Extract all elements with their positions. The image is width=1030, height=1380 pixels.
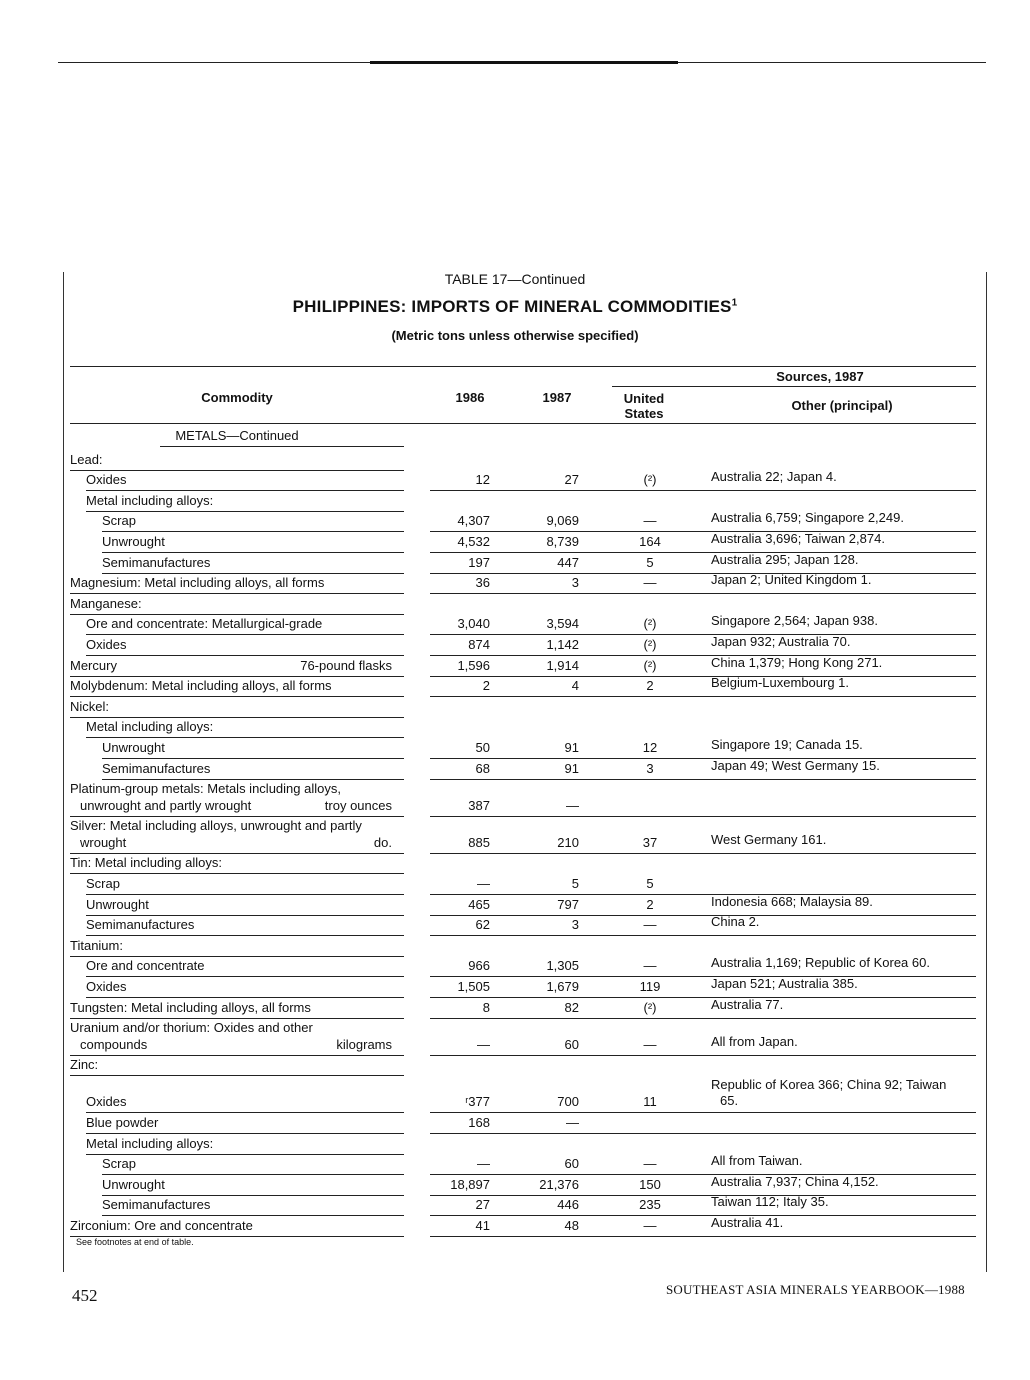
row-rule <box>70 956 404 957</box>
row-rule <box>70 676 404 677</box>
value-1986: 41 <box>475 1218 490 1233</box>
row-rule-values <box>430 1018 976 1019</box>
value-1986: 168 <box>468 1115 490 1130</box>
unit-label: kilograms <box>336 1036 392 1052</box>
value-united-states: (²) <box>643 999 657 1015</box>
row-rule-values <box>430 997 976 998</box>
value-1986: 8 <box>482 999 490 1015</box>
unit-label: do. <box>373 834 392 850</box>
value-1986: 3,040 <box>457 616 490 632</box>
value-other-sources: West Germany 161. <box>711 831 827 847</box>
commodity-label: Oxides <box>86 1094 127 1110</box>
row-rule-values <box>430 1215 976 1216</box>
value-united-states: — <box>643 575 657 591</box>
footnote: See footnotes at end of table. <box>76 1237 194 1247</box>
value-1986: 874 <box>468 637 490 652</box>
commodity-label: Titanium: <box>70 937 123 953</box>
value-other-sources: Australia 6,759; Singapore 2,249. <box>711 510 904 526</box>
row-rule <box>86 935 404 936</box>
value-other-sources: Taiwan 112; Italy 35. <box>711 1194 829 1210</box>
row-rule <box>70 853 404 854</box>
value-1987: 5 <box>571 876 579 891</box>
value-united-states: 37 <box>642 834 658 850</box>
commodity-label: Tungsten: Metal including alloys, all forms <box>70 999 311 1015</box>
value-1986: — <box>477 876 490 891</box>
value-united-states: 12 <box>642 740 658 755</box>
value-other-sources: Japan 932; Australia 70. <box>711 634 851 649</box>
row-rule <box>86 737 404 738</box>
table-title-text: PHILIPPINES: IMPORTS OF MINERAL COMMODITIES <box>292 297 732 316</box>
row-rule <box>86 915 404 916</box>
value-1986: — <box>477 1036 490 1052</box>
row-rule <box>70 614 404 615</box>
value-1986: 36 <box>475 575 490 591</box>
value-1987: 447 <box>557 554 579 570</box>
commodity-label: Mercury <box>70 657 117 673</box>
value-united-states: 11 <box>643 1094 657 1110</box>
section-rule <box>160 446 404 447</box>
value-1987: 1,142 <box>546 637 579 652</box>
row-rule-values <box>430 655 976 656</box>
commodity-label: Nickel: <box>70 698 110 714</box>
value-united-states: 235 <box>639 1197 661 1213</box>
value-other-sources: Australia 3,696; Taiwan 2,874. <box>711 531 885 546</box>
value-united-states: 5 <box>646 554 654 570</box>
commodity-label: Oxides <box>86 637 127 652</box>
value-united-states: — <box>643 917 657 933</box>
row-rule <box>70 717 404 718</box>
value-1987: 8,739 <box>546 534 579 549</box>
value-other-sources: China 2. <box>711 914 760 930</box>
value-united-states: (²) <box>643 616 657 632</box>
value-united-states: (²) <box>643 657 657 673</box>
sources-rule <box>612 386 976 387</box>
row-rule-values <box>430 634 976 635</box>
commodity-label: Oxides <box>86 979 127 994</box>
commodity-label: Silver: Metal including alloys, unwrought and partly <box>70 818 362 834</box>
value-other-sources: Singapore 2,564; Japan 938. <box>711 613 878 629</box>
value-1987: 9,069 <box>546 513 579 529</box>
row-rule-values <box>430 696 976 697</box>
row-rule <box>70 470 404 471</box>
row-rule-values <box>430 531 976 532</box>
value-united-states: — <box>643 513 657 529</box>
title-footnote-mark: 1 <box>731 297 738 309</box>
commodity-label: Zinc: <box>70 1057 99 1073</box>
unit-label: troy ounces <box>324 797 392 813</box>
row-rule <box>70 1018 404 1019</box>
commodity-label: Manganese: <box>70 595 142 611</box>
row-rule-values <box>430 853 976 854</box>
row-rule <box>86 976 404 977</box>
commodity-label: Magnesium: Metal including alloys, all forms <box>70 575 325 591</box>
value-1987: 700 <box>557 1094 579 1110</box>
value-1986: 885 <box>468 834 490 850</box>
col-header-us-line1: United <box>623 391 665 406</box>
row-rule <box>70 873 404 874</box>
commodity-label: Scrap <box>102 513 136 529</box>
section-heading: METALS—Continued <box>175 428 299 443</box>
value-1987: 1,679 <box>546 979 579 994</box>
value-1986: — <box>477 1156 490 1172</box>
row-rule <box>70 816 404 817</box>
col-header-sources: Sources, 1987 <box>776 369 864 384</box>
value-1986: 68 <box>475 760 490 776</box>
row-rule <box>102 552 404 553</box>
row-rule <box>86 997 404 998</box>
row-rule-values <box>430 1112 976 1113</box>
value-1987: — <box>566 797 579 813</box>
row-rule-values <box>430 1195 976 1196</box>
row-rule-values <box>430 976 976 977</box>
row-rule-values <box>430 915 976 916</box>
commodity-label: Unwrought <box>102 740 165 755</box>
row-rule <box>86 1133 404 1134</box>
row-rule <box>70 696 404 697</box>
value-1986: 62 <box>475 917 490 933</box>
row-rule-values <box>430 1133 976 1134</box>
row-rule-values <box>430 758 976 759</box>
value-1986: 4,532 <box>457 534 490 549</box>
value-united-states: 5 <box>646 876 654 891</box>
commodity-label: Scrap <box>86 876 120 891</box>
row-rule <box>70 1075 404 1076</box>
row-rule <box>86 1154 404 1155</box>
value-1987: 3 <box>571 575 579 591</box>
value-united-states: 3 <box>646 760 654 776</box>
commodity-label: Blue powder <box>86 1115 159 1130</box>
row-rule <box>86 655 404 656</box>
value-united-states: — <box>643 1156 657 1172</box>
value-1987: 3 <box>571 917 579 933</box>
page-frame-right <box>986 272 987 1272</box>
commodity-label: Platinum-group metals: Metals including alloys, <box>70 781 341 797</box>
commodity-label: Metal including alloys: <box>86 719 214 735</box>
value-1986: 50 <box>475 740 490 755</box>
commodity-label: wrought <box>80 834 127 850</box>
value-1987: 21,376 <box>539 1176 579 1192</box>
value-united-states: 2 <box>646 678 654 694</box>
value-1986: ʳ377 <box>465 1094 490 1110</box>
page-number: 452 <box>72 1286 98 1305</box>
row-rule-values <box>430 894 976 895</box>
value-other-sources: Australia 295; Japan 128. <box>711 551 859 567</box>
row-rule-values <box>430 573 976 574</box>
value-other-sources: All from Japan. <box>711 1033 798 1049</box>
value-other-sources: Australia 41. <box>711 1215 784 1230</box>
commodity-label: Tin: Metal including alloys: <box>70 855 222 871</box>
value-other-sources: Australia 1,169; Republic of Korea 60. <box>711 955 930 971</box>
value-1987: 91 <box>564 760 579 776</box>
commodity-label: Uranium and/or thorium: Oxides and other <box>70 1020 313 1036</box>
commodity-label: Unwrought <box>102 1176 165 1192</box>
header-rule-top <box>70 366 976 367</box>
value-1987: 4 <box>571 678 579 694</box>
row-rule <box>102 1215 404 1216</box>
value-other-sources: Singapore 19; Canada 15. <box>711 737 863 752</box>
value-1987: 60 <box>564 1036 579 1052</box>
commodity-label: Metal including alloys: <box>86 1135 214 1151</box>
value-1986: 1,596 <box>457 657 490 673</box>
row-rule <box>86 894 404 895</box>
value-other-sources: Japan 521; Australia 385. <box>711 976 858 991</box>
commodity-label: Metal including alloys: <box>86 492 214 508</box>
commodity-label: Semimanufactures <box>102 554 211 570</box>
row-rule <box>70 593 404 594</box>
commodity-label: compounds <box>80 1036 148 1052</box>
table-label: TABLE 17—Continued <box>444 271 586 287</box>
page-frame-left <box>63 272 64 1272</box>
value-1986: 1,505 <box>457 979 490 994</box>
commodity-label: Scrap <box>102 1156 136 1172</box>
value-united-states: — <box>643 958 657 974</box>
col-header-united-states <box>614 391 674 421</box>
value-united-states: 164 <box>639 534 661 549</box>
value-1986: 966 <box>468 958 490 974</box>
value-united-states: (²) <box>643 637 657 652</box>
value-united-states: 2 <box>646 896 654 912</box>
value-1986: 465 <box>468 896 490 912</box>
value-1987: 82 <box>564 999 579 1015</box>
row-rule-values <box>430 593 976 594</box>
commodity-label: Semimanufactures <box>86 917 195 933</box>
value-1987: 27 <box>564 472 579 488</box>
row-rule <box>102 531 404 532</box>
col-header-other: Other (principal) <box>791 398 893 413</box>
value-united-states: — <box>643 1036 657 1052</box>
row-rule-values <box>430 1236 976 1237</box>
commodity-label: Semimanufactures <box>102 760 211 776</box>
value-other-sources: Indonesia 668; Malaysia 89. <box>711 893 873 909</box>
value-other-sources-continued: 65. <box>720 1093 739 1109</box>
row-rule-values <box>430 676 976 677</box>
row-rule <box>70 1055 404 1056</box>
value-1986: 27 <box>475 1197 490 1213</box>
row-rule-values <box>430 779 976 780</box>
row-rule-values <box>430 490 976 491</box>
commodity-label: Ore and concentrate <box>86 958 205 974</box>
value-1986: 18,897 <box>450 1176 490 1192</box>
row-rule-values <box>430 816 976 817</box>
header-rule-bottom <box>70 423 976 424</box>
value-other-sources: Japan 49; West Germany 15. <box>711 757 880 773</box>
row-rule-values <box>430 1174 976 1175</box>
value-other-sources: Japan 2; United Kingdom 1. <box>711 572 872 588</box>
value-1987: 1,305 <box>546 958 579 974</box>
value-1987: 1,914 <box>546 657 579 673</box>
value-1986: 4,307 <box>457 513 490 529</box>
value-1987: 210 <box>557 834 579 850</box>
value-1987: 48 <box>564 1218 579 1233</box>
row-rule <box>102 758 404 759</box>
table-title <box>0 297 1030 317</box>
row-rule <box>86 490 404 491</box>
value-other-sources: Australia 22; Japan 4. <box>711 469 837 485</box>
value-united-states: 119 <box>639 979 661 994</box>
row-rule-values <box>430 1055 976 1056</box>
row-rule <box>102 1195 404 1196</box>
unit-label: 76-pound flasks <box>300 657 392 673</box>
col-header-us-line2: States <box>624 406 664 421</box>
value-1986: 12 <box>475 472 490 488</box>
row-rule <box>86 634 404 635</box>
row-rule <box>102 779 404 780</box>
row-rule <box>86 511 404 512</box>
value-united-states: (²) <box>643 472 657 488</box>
commodity-label: Lead: <box>70 451 103 467</box>
value-1987: — <box>566 1115 579 1130</box>
row-rule <box>86 1112 404 1113</box>
col-header-1987: 1987 <box>542 390 572 405</box>
col-header-1986: 1986 <box>455 390 485 405</box>
running-footer: SOUTHEAST ASIA MINERALS YEARBOOK—1988 <box>666 1282 965 1297</box>
commodity-label: unwrought and partly wrought <box>80 797 252 813</box>
value-1987: 3,594 <box>546 616 579 632</box>
row-rule-values <box>430 552 976 553</box>
value-other-sources: Republic of Korea 366; China 92; Taiwan <box>711 1077 947 1093</box>
value-other-sources: All from Taiwan. <box>711 1153 803 1169</box>
value-1987: 446 <box>557 1197 579 1213</box>
value-united-states: — <box>643 1218 657 1233</box>
value-other-sources: Belgium-Luxembourg 1. <box>711 675 850 691</box>
commodity-label: Ore and concentrate: Metallurgical-grade <box>86 616 323 632</box>
row-rule <box>102 573 404 574</box>
value-1986: 387 <box>468 797 490 813</box>
value-other-sources: Australia 7,937; China 4,152. <box>711 1173 879 1189</box>
commodity-label: Molybdenum: Metal including alloys, all forms <box>70 678 332 694</box>
commodity-label: Unwrought <box>102 534 165 549</box>
value-1987: 60 <box>564 1156 579 1172</box>
value-other-sources: Australia 77. <box>711 996 784 1012</box>
value-1986: 2 <box>482 678 490 694</box>
commodity-label: Unwrought <box>86 896 149 912</box>
commodity-label: Zirconium: Ore and concentrate <box>70 1218 253 1233</box>
row-rule <box>102 1174 404 1175</box>
row-rule-values <box>430 935 976 936</box>
value-1987: 797 <box>557 896 579 912</box>
value-other-sources: China 1,379; Hong Kong 271. <box>711 654 883 670</box>
value-1986: 197 <box>468 554 490 570</box>
top-rule-accent <box>370 61 678 64</box>
col-header-commodity: Commodity <box>201 390 273 405</box>
value-united-states: 150 <box>639 1176 661 1192</box>
table-subtitle: (Metric tons unless otherwise specified) <box>391 328 639 343</box>
commodity-label: Semimanufactures <box>102 1197 211 1213</box>
value-1987: 91 <box>564 740 579 755</box>
commodity-label: Oxides <box>86 472 127 488</box>
